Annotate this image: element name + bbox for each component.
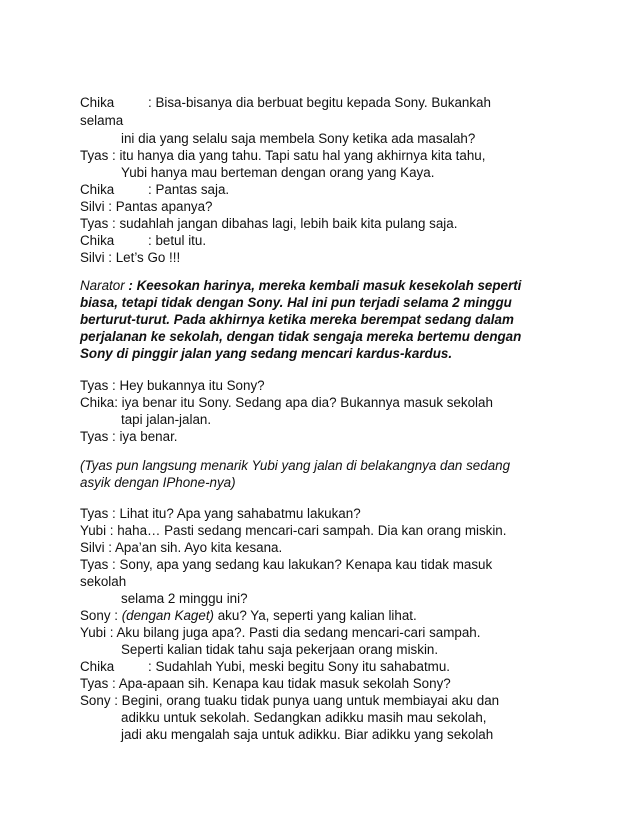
silvi-line-2: Silvi : Let’s Go !!! <box>80 250 181 265</box>
silvi-line-3: Silvi : Apa’an sih. Ayo kita kesana. <box>80 540 283 555</box>
stage-direction-line-1: (Tyas pun langsung menarik Yubi yang jalan di belakangnya dan sedang <box>80 458 511 473</box>
sony-line-1-rest: aku? Ya, seperti yang kalian lihat. <box>214 608 417 623</box>
tyas-line-2: Tyas : sudahlah jangan dibahas lagi, lebih baik kita pulang saja. <box>80 216 458 231</box>
tyas-line-4: Tyas : iya benar. <box>80 429 178 444</box>
narrator-line-2: biasa, tetapi tidak dengan Sony. Hal ini pun terjadi selama 2 minggu <box>80 295 512 310</box>
stage-direction-line-2: asyik dengan IPhone-nya) <box>80 475 236 490</box>
chika-line-5: : Sudahlah Yubi, meski begitu Sony itu sahabatmu. <box>148 659 450 674</box>
chika-line-4-indent: tapi jalan-jalan. <box>121 412 212 427</box>
narrator-label: Narator <box>80 278 125 293</box>
chika-speaker: Chika <box>80 95 115 110</box>
sony-line-2: Sony : Begini, orang tuaku tidak punya uang untuk membiayai aku dan <box>80 693 500 708</box>
narrator-line-1 <box>80 277 521 294</box>
tyas-line-6-cont: sekolah <box>80 574 127 589</box>
narrator-line-4: perjalanan ke sekolah, dengan tidak sengaja mereka bertemu dengan <box>80 329 522 344</box>
sony-prefix: Sony : <box>80 608 122 623</box>
chika-speaker: Chika <box>80 659 115 674</box>
sony-stage-direction: (dengan Kaget) <box>121 608 215 623</box>
silvi-line-1: Silvi : Pantas apanya? <box>80 199 213 214</box>
tyas-line-7: Tyas : Apa-apaan sih. Kenapa kau tidak masuk sekolah Sony? <box>80 676 451 691</box>
chika-speaker: Chika <box>80 182 115 197</box>
tyas-line-5: Tyas : Lihat itu? Apa yang sahabatmu lakukan? <box>80 506 361 521</box>
tyas-line-1-indent: Yubi hanya mau berteman dengan orang yang Kaya. <box>121 165 435 180</box>
tyas-line-6-indent: selama 2 minggu ini? <box>121 591 248 606</box>
sony-line-2-indent-2: jadi aku mengalah saja untuk adikku. Biar adikku yang sekolah <box>121 727 494 742</box>
chika-line-1-indent: ini dia yang selalu saja membela Sony ketika ada masalah? <box>121 131 476 146</box>
chika-line-3: : betul itu. <box>148 233 207 248</box>
chika-speaker: Chika <box>80 233 115 248</box>
narrator-line-3: berturut-turut. Pada akhirnya ketika mereka berempat sedang dalam <box>80 312 514 327</box>
sony-line-1 <box>80 607 417 624</box>
yubi-line-2-indent: Seperti kalian tidak tahu saja pekerjaan orang miskin. <box>121 642 439 657</box>
sony-line-2-indent-1: adikku untuk sekolah. Sedangkan adikku masih mau sekolah, <box>121 710 487 725</box>
yubi-line-1: Yubi : haha… Pasti sedang mencari-cari sampah. Dia kan orang miskin. <box>80 523 507 538</box>
narrator-line-5: Sony di pinggir jalan yang sedang mencari kardus-kardus. <box>80 346 453 361</box>
tyas-line-3: Tyas : Hey bukannya itu Sony? <box>80 378 265 393</box>
tyas-line-6: Tyas : Sony, apa yang sedang kau lakukan? Kenapa kau tidak masuk <box>80 557 493 572</box>
chika-line-2: : Pantas saja. <box>148 182 230 197</box>
chika-line-4: Chika: iya benar itu Sony. Sedang apa dia? Bukannya masuk sekolah <box>80 395 493 410</box>
narrator-text: : Keesokan harinya, mereka kembali masuk kesekolah seperti <box>128 278 522 293</box>
chika-line-1-cont: selama <box>80 113 124 128</box>
yubi-line-2: Yubi : Aku bilang juga apa?. Pasti dia sedang mencari-cari sampah. <box>80 625 481 640</box>
chika-line-1: : Bisa-bisanya dia berbuat begitu kepada Sony. Bukankah <box>148 95 491 110</box>
tyas-line-1: Tyas : itu hanya dia yang tahu. Tapi satu hal yang akhirnya kita tahu, <box>80 148 486 163</box>
